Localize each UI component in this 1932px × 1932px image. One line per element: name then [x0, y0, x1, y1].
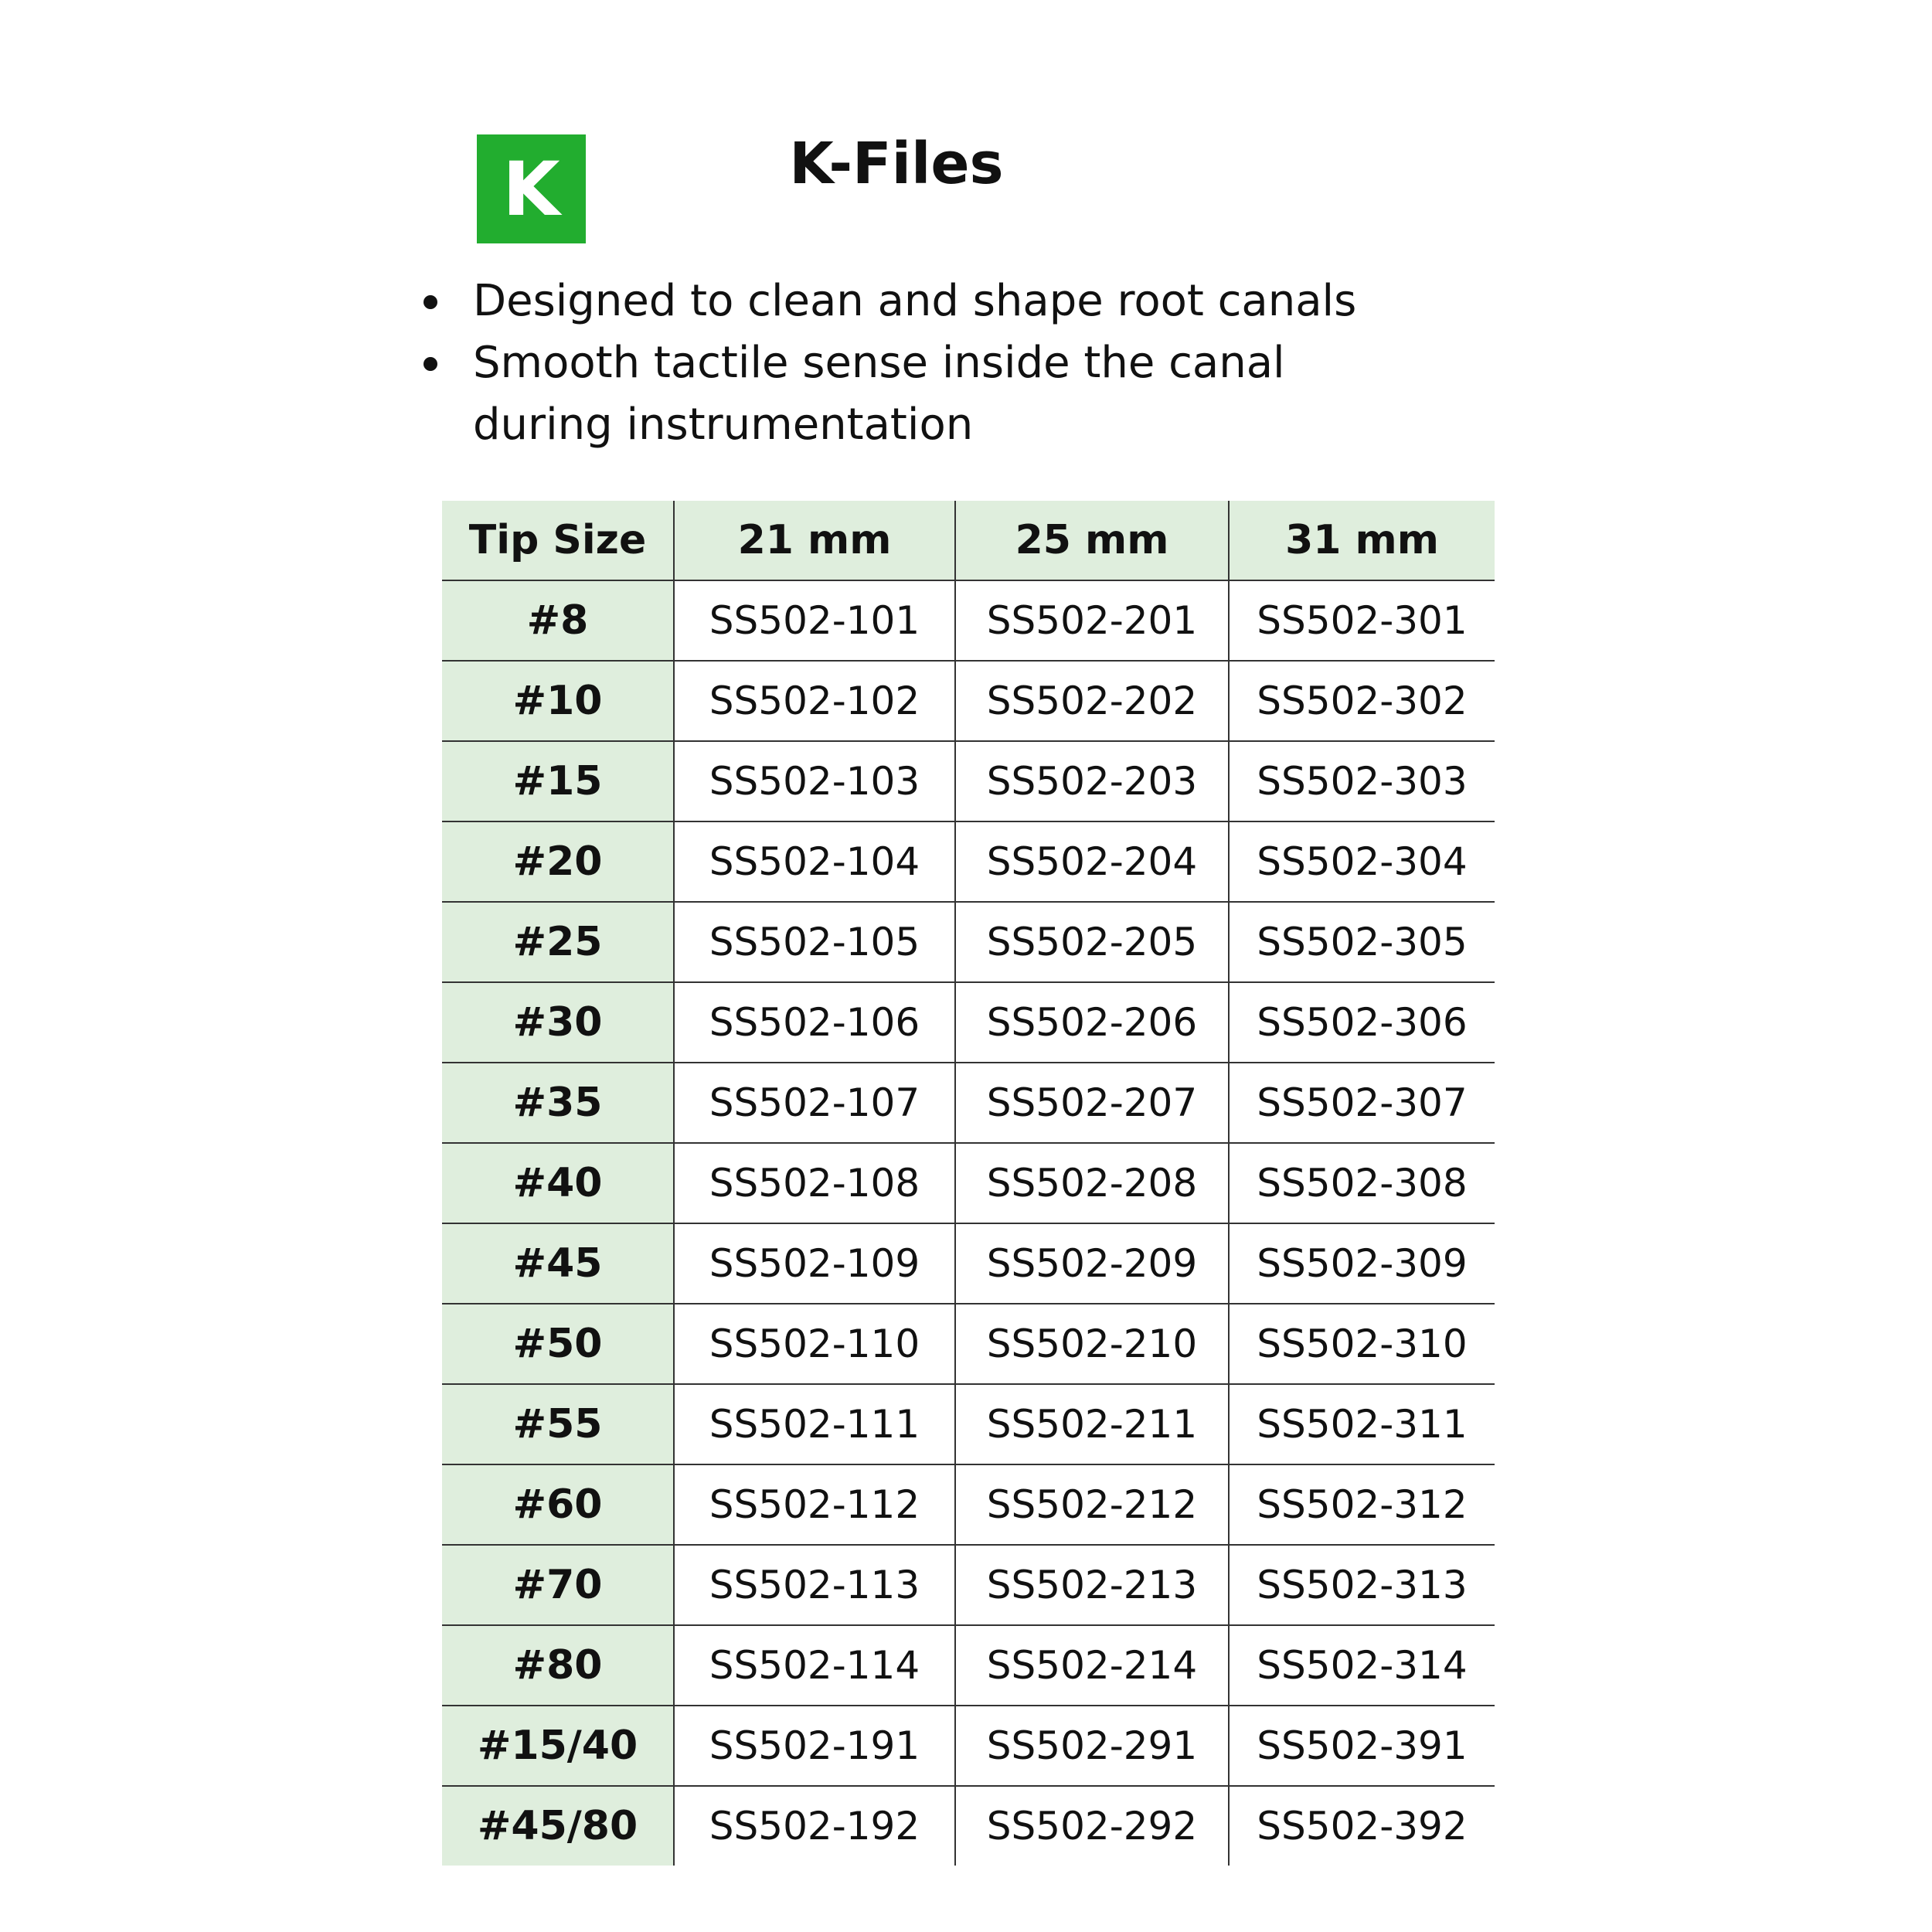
code-31mm-cell: SS502-309	[1229, 1223, 1495, 1304]
tip-size-cell: #80	[442, 1625, 674, 1706]
k-logo-badge	[477, 134, 586, 243]
code-21mm-cell: SS502-113	[674, 1545, 955, 1625]
code-21mm-cell: SS502-101	[674, 580, 955, 661]
tip-size-cell: #25	[442, 902, 674, 982]
code-25mm-cell: SS502-201	[955, 580, 1229, 661]
table-row	[442, 1706, 1495, 1786]
code-21mm-cell: SS502-191	[674, 1706, 955, 1786]
code-25mm-cell: SS502-214	[955, 1625, 1229, 1706]
table-row	[442, 982, 1495, 1063]
column-header-25mm: 25 mm	[955, 501, 1229, 580]
tip-size-cell: #10	[442, 661, 674, 741]
table-row	[442, 1384, 1495, 1464]
tip-size-cell: #15/40	[442, 1706, 674, 1786]
tip-size-cell: #55	[442, 1384, 674, 1464]
code-21mm-cell: SS502-110	[674, 1304, 955, 1384]
code-21mm-cell: SS502-105	[674, 902, 955, 982]
column-header-31mm: 31 mm	[1229, 501, 1495, 580]
table-row	[442, 1223, 1495, 1304]
table-header-row	[442, 501, 1495, 580]
tip-size-cell: #30	[442, 982, 674, 1063]
table-row	[442, 580, 1495, 661]
code-25mm-cell: SS502-206	[955, 982, 1229, 1063]
column-header-21mm: 21 mm	[674, 501, 955, 580]
table-row	[442, 741, 1495, 821]
code-21mm-cell: SS502-111	[674, 1384, 955, 1464]
code-25mm-cell: SS502-202	[955, 661, 1229, 741]
code-21mm-cell: SS502-109	[674, 1223, 955, 1304]
page-title: K-Files	[789, 131, 1004, 197]
code-21mm-cell: SS502-112	[674, 1464, 955, 1545]
code-21mm-cell: SS502-106	[674, 982, 955, 1063]
table-row	[442, 1063, 1495, 1143]
tip-size-cell: #20	[442, 821, 674, 902]
table-row	[442, 1143, 1495, 1223]
code-25mm-cell: SS502-208	[955, 1143, 1229, 1223]
code-21mm-cell: SS502-114	[674, 1625, 955, 1706]
tip-size-cell: #8	[442, 580, 674, 661]
table-row	[442, 1545, 1495, 1625]
code-25mm-cell: SS502-205	[955, 902, 1229, 982]
code-31mm-cell: SS502-308	[1229, 1143, 1495, 1223]
code-31mm-cell: SS502-304	[1229, 821, 1495, 902]
code-21mm-cell: SS502-104	[674, 821, 955, 902]
code-25mm-cell: SS502-204	[955, 821, 1229, 902]
code-31mm-cell: SS502-303	[1229, 741, 1495, 821]
code-31mm-cell: SS502-391	[1229, 1706, 1495, 1786]
code-25mm-cell: SS502-203	[955, 741, 1229, 821]
code-21mm-cell: SS502-192	[674, 1786, 955, 1866]
code-21mm-cell: SS502-107	[674, 1063, 955, 1143]
code-31mm-cell: SS502-312	[1229, 1464, 1495, 1545]
feature-bullet: Smooth tactile sense inside the canal during instrumentation	[417, 332, 1422, 456]
code-31mm-cell: SS502-302	[1229, 661, 1495, 741]
table-row	[442, 1625, 1495, 1706]
feature-list	[417, 270, 1422, 456]
code-25mm-cell: SS502-211	[955, 1384, 1229, 1464]
tip-size-cell: #40	[442, 1143, 674, 1223]
code-31mm-cell: SS502-306	[1229, 982, 1495, 1063]
code-31mm-cell: SS502-314	[1229, 1625, 1495, 1706]
code-21mm-cell: SS502-103	[674, 741, 955, 821]
code-31mm-cell: SS502-305	[1229, 902, 1495, 982]
code-31mm-cell: SS502-310	[1229, 1304, 1495, 1384]
code-25mm-cell: SS502-213	[955, 1545, 1229, 1625]
tip-size-cell: #45/80	[442, 1786, 674, 1866]
table-row	[442, 661, 1495, 741]
code-31mm-cell: SS502-301	[1229, 580, 1495, 661]
table-row	[442, 1464, 1495, 1545]
table-row	[442, 1786, 1495, 1866]
code-25mm-cell: SS502-207	[955, 1063, 1229, 1143]
table-row	[442, 821, 1495, 902]
code-25mm-cell: SS502-209	[955, 1223, 1229, 1304]
column-header-tip-size: Tip Size	[442, 501, 674, 580]
code-25mm-cell: SS502-292	[955, 1786, 1229, 1866]
code-31mm-cell: SS502-311	[1229, 1384, 1495, 1464]
k-logo-letter: K	[502, 145, 560, 233]
code-31mm-cell: SS502-313	[1229, 1545, 1495, 1625]
table-body	[442, 580, 1495, 1866]
table-row	[442, 1304, 1495, 1384]
tip-size-cell: #35	[442, 1063, 674, 1143]
tip-size-cell: #50	[442, 1304, 674, 1384]
code-31mm-cell: SS502-307	[1229, 1063, 1495, 1143]
code-31mm-cell: SS502-392	[1229, 1786, 1495, 1866]
code-21mm-cell: SS502-102	[674, 661, 955, 741]
tip-size-cell: #70	[442, 1545, 674, 1625]
tip-size-cell: #15	[442, 741, 674, 821]
code-25mm-cell: SS502-210	[955, 1304, 1229, 1384]
product-code-table	[442, 501, 1495, 1866]
code-21mm-cell: SS502-108	[674, 1143, 955, 1223]
tip-size-cell: #60	[442, 1464, 674, 1545]
tip-size-cell: #45	[442, 1223, 674, 1304]
feature-bullet: Designed to clean and shape root canals	[417, 270, 1422, 332]
table-row	[442, 902, 1495, 982]
code-25mm-cell: SS502-212	[955, 1464, 1229, 1545]
code-25mm-cell: SS502-291	[955, 1706, 1229, 1786]
